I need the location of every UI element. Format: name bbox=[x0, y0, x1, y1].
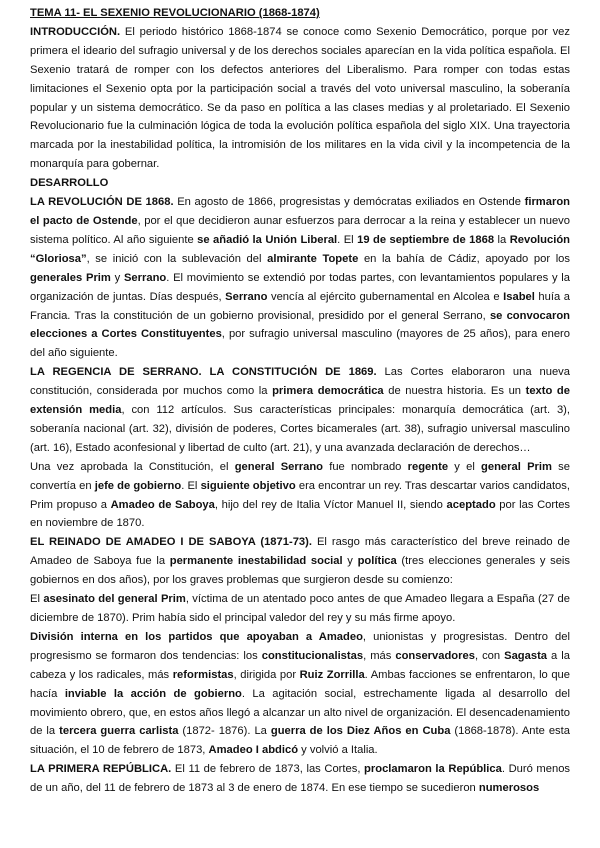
text-run: fue nombrado bbox=[323, 460, 408, 473]
text-run: Una vez aprobada la Constitución, el bbox=[30, 460, 235, 473]
text-run: (tres elecciones generales y seis gobiernos en dos años), por los graves problemas que surgieron desde su comienzo: bbox=[30, 555, 571, 587]
text-run: (1868-1878). Ante esta situación, el 10 de febrero de 1873, bbox=[30, 725, 570, 757]
text-run: vencía al ejército gubernamental en Alcolea e bbox=[267, 290, 504, 303]
text-run: de nuestra historia. Es un bbox=[383, 385, 526, 398]
text-run: y volvió a Italia. bbox=[298, 744, 378, 757]
regencia-paragraph bbox=[30, 363, 570, 458]
bold-run: texto de extensión media bbox=[30, 385, 570, 417]
revolucion-heading: LA REVOLUCIÓN DE 1868. bbox=[30, 196, 174, 209]
bold-run: aceptado bbox=[446, 498, 496, 511]
bold-run: 19 de septiembre de 1868 bbox=[357, 233, 495, 246]
bold-run: firmaron el pacto de Ostende bbox=[30, 196, 570, 227]
text-run: a la cabeza y los radicales, más bbox=[30, 649, 570, 681]
bold-run: División interna en los partidos que apoyaban a Amadeo bbox=[30, 630, 363, 643]
bold-run: asesinato del general Prim bbox=[43, 593, 186, 606]
bold-run: primera democrática bbox=[272, 385, 384, 398]
text-run: y bbox=[110, 271, 124, 284]
bold-run: Sagasta bbox=[504, 649, 548, 662]
text-run: Las Cortes elaboraron una nueva constitución, considerada por muchos como la bbox=[30, 366, 570, 398]
bold-run: se convocaron elecciones a Cortes Constituyentes bbox=[30, 309, 570, 341]
bold-run: Revolución “Gloriosa” bbox=[30, 233, 570, 265]
text-run: , unionistas y progresistas. Dentro del progresismo se formaron dos tendencias: los bbox=[30, 630, 570, 662]
intro-text: El periodo histórico 1868-1874 se conoce como Sexenio Democrático, porque por vez primera el ideario del sufragio universal y de los derechos sociales aparecían en la vida política española. El Sexenio tratará de romper con los defectos anteriores del Liberalismo. Para romper con todas estas limitaciones el Sexenio opta por la participación social a través del voto universal masculino, la soberanía popular y un sistema democrático. Se da paso en política a las clases medias y al proletariado. El Sexenio Revolucionario fue la culminación lógica de toda la evolución política española del siglo XIX. Una trayectoria marcada por la inestabilidad política, la intromisión de los militares en la vida civil y la incompetencia de la monarquía para gobernar. bbox=[30, 25, 570, 171]
bold-run: general Prim bbox=[481, 460, 552, 473]
regencia-heading: LA REGENCIA DE SERRANO. LA CONSTITUCIÓN DE 1869. bbox=[30, 366, 377, 379]
text-run: . El bbox=[337, 233, 358, 246]
desarrollo-heading: DESARROLLO bbox=[30, 177, 109, 190]
text-run: El 11 de febrero de 1873, las Cortes, bbox=[171, 763, 365, 776]
text-run: En agosto de 1866, progresistas y demócratas exiliados en Ostende bbox=[173, 196, 525, 209]
reinado-paragraph bbox=[30, 533, 570, 590]
bold-run: tercera guerra carlista bbox=[59, 725, 179, 738]
bold-run: Amadeo de Saboya bbox=[110, 498, 215, 511]
bold-run: permanente inestabilidad social bbox=[169, 555, 343, 568]
bold-run: siguiente objetivo bbox=[200, 479, 296, 492]
bold-run: Serrano bbox=[225, 290, 268, 303]
bold-run: jefe de gobierno bbox=[94, 479, 182, 492]
text-run: y el bbox=[448, 460, 482, 473]
intro-heading: INTRODUCCIÓN. bbox=[30, 25, 121, 38]
reinado-heading: EL REINADO DE AMADEO I DE SABOYA (1871-73). bbox=[30, 536, 312, 549]
text-run: en la bahía de Cádiz, apoyado por los bbox=[358, 252, 570, 265]
bold-run: general Serrano bbox=[234, 460, 323, 473]
text-run: , se inició con la sublevación del bbox=[86, 252, 268, 265]
text-run: . La agitación social, estrechamente ligada al desarrollo del movimiento obrero, que, en estos años llegó a alcanzar un alto nivel de organización. El desencadenamiento de la bbox=[30, 687, 570, 738]
bold-run: constitucionalistas bbox=[261, 649, 364, 662]
bold-run: Isabel bbox=[503, 290, 535, 303]
division-paragraph bbox=[30, 628, 570, 760]
text-run: El rasgo más característico del breve reinado de Amadeo de Saboya fue la bbox=[30, 536, 570, 568]
document-title: TEMA 11- EL SEXENIO REVOLUCIONARIO (1868-1874) bbox=[30, 7, 320, 19]
bold-run: guerra de los Diez Años en Cuba bbox=[270, 725, 451, 738]
text-run: se convertía en bbox=[30, 460, 570, 492]
bold-run: numerosos bbox=[478, 782, 540, 795]
bold-run: se añadió la Unión Liberal bbox=[197, 233, 338, 246]
text-run: , por sufragio universal masculino (mayores de 25 años), para enero del año siguiente. bbox=[30, 328, 570, 360]
republica-heading: LA PRIMERA REPÚBLICA. bbox=[30, 763, 172, 776]
intro-paragraph bbox=[30, 23, 570, 174]
bold-run: Serrano bbox=[123, 271, 167, 284]
regencia-continuation-paragraph bbox=[30, 458, 570, 534]
text-run: , víctima de un atentado poco antes de que Amadeo llegara a España (27 de diciembre de 1870). Prim había sido el principal valedor del rey y su más firme apoyo. bbox=[30, 593, 570, 624]
asesinato-paragraph bbox=[30, 590, 570, 628]
bold-run: Ruiz Zorrilla bbox=[299, 668, 365, 681]
text-run: . El bbox=[181, 479, 201, 492]
text-run: y bbox=[342, 555, 358, 568]
bold-run: conservadores bbox=[395, 649, 475, 662]
bold-run: almirante Topete bbox=[267, 252, 359, 265]
bold-run: política bbox=[357, 555, 397, 568]
text-run: . El movimiento se extendió por todas partes, con levantamientos populares y la organización de juntas. Días después, bbox=[30, 271, 570, 303]
bold-run: inviable la acción de gobierno bbox=[64, 687, 242, 700]
text-run: por las Cortes en noviembre de 1870. bbox=[30, 498, 571, 530]
republica-paragraph bbox=[30, 760, 570, 798]
bold-run: regente bbox=[407, 460, 449, 473]
text-run: El bbox=[30, 593, 44, 606]
text-run: , por el que decidieron aunar esfuerzos para derrocar a la reina y establecer un nuevo sistema político. Al año siguiente bbox=[30, 214, 570, 246]
text-run: , con 112 artículos. Sus características principales: monarquía democrática (art. 3), soberanía nacional (art. 32), división de poderes, Cortes bicamerales (art. 38), sufragio universal masculino (art. 16), Estado aconfesional y libertad de culto (art. 21), y una avanzada declaración de derechos… bbox=[30, 404, 570, 454]
bold-run: proclamaron la República bbox=[364, 763, 502, 776]
text-run: la bbox=[494, 233, 510, 246]
bold-run: reformistas bbox=[172, 668, 234, 681]
text-run: (1872- 1876). La bbox=[178, 725, 271, 738]
text-run: . Ambas facciones se enfrentaron, lo que hacía bbox=[30, 668, 570, 700]
revolucion-paragraph bbox=[30, 193, 570, 363]
text-run: . Duró menos de un año, del 11 de febrero de 1873 al 3 de enero de 1874. En ese tiempo se sucedieron bbox=[30, 763, 571, 795]
text-run: , hijo del rey de Italia Víctor Manuel II, siendo bbox=[214, 498, 447, 511]
text-run: era encontrar un rey. Tras descartar varios candidatos, Prim propuso a bbox=[30, 479, 570, 511]
text-run: huía a Francia. Tras la constitución de un gobierno provisional, presidido por el general Serrano, bbox=[30, 290, 571, 322]
text-run: , más bbox=[363, 649, 396, 662]
bold-run: Amadeo I abdicó bbox=[208, 744, 299, 757]
text-run: , con bbox=[474, 649, 505, 662]
text-run: , dirigida por bbox=[233, 668, 300, 681]
bold-run: generales Prim bbox=[30, 271, 111, 284]
